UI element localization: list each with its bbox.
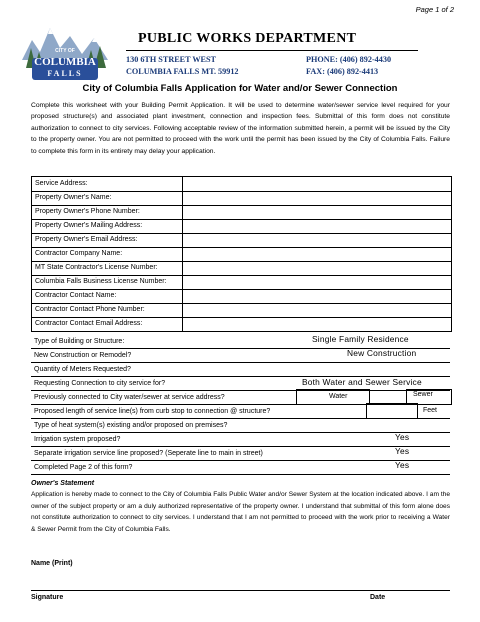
contact-row-contractor-email[interactable] — [32, 317, 451, 332]
contact-row-owner-phone[interactable] — [32, 205, 451, 220]
water-label: Water — [329, 393, 348, 400]
contact-row-state-license[interactable] — [32, 261, 451, 276]
answer-value: Single Family Residence — [312, 334, 409, 344]
sewer-label: Sewer — [413, 391, 433, 398]
header-rule — [126, 50, 418, 51]
phone-number: PHONE: (406) 892-4430 — [306, 55, 392, 64]
city-logo — [22, 24, 108, 82]
question-heat-system[interactable] — [31, 418, 450, 433]
date-label: Date — [370, 594, 386, 601]
question-construction-type[interactable] — [31, 348, 450, 363]
answer-value: Yes — [395, 460, 410, 470]
question-label: Separate irrigation service line proposed? (Seperate line to main in street) — [34, 450, 263, 457]
question-label: New Construction or Remodel? — [34, 352, 132, 359]
question-label: Type of heat system(s) existing and/or proposed on premises? — [34, 422, 228, 429]
question-label: Completed Page 2 of this form? — [34, 464, 133, 471]
name-print-line[interactable] — [31, 590, 450, 591]
form-title: City of Columbia Falls Application for Water and/or Sewer Connection — [82, 83, 398, 94]
contact-row-owner-name[interactable] — [32, 191, 451, 206]
question-label: Type of Building or Structure: — [34, 338, 125, 345]
question-separate-irrigation[interactable] — [31, 446, 450, 461]
page-number: Page 1 of 2 — [415, 5, 454, 14]
question-label: Quantity of Meters Requested? — [34, 366, 131, 373]
question-service-line-length[interactable] — [31, 404, 450, 419]
service-line-unit: Feet — [423, 407, 438, 414]
field-label: MT State Contractor's License Number: — [35, 264, 158, 271]
question-label: Requesting Connection to city service for? — [34, 380, 166, 387]
question-irrigation[interactable] — [31, 432, 450, 447]
owner-statement-heading: Owner's Statement — [31, 480, 95, 487]
contact-row-contractor-phone[interactable] — [32, 303, 451, 318]
street-address: 130 6TH STREET WEST — [126, 55, 217, 64]
field-label: Contractor Contact Email Address: — [35, 320, 143, 327]
contact-row-service-address[interactable] — [32, 177, 451, 192]
water-checkbox[interactable] — [296, 389, 370, 405]
answer-value: Both Water and Sewer Service — [302, 377, 422, 387]
fax-number: FAX: (406) 892-4413 — [306, 67, 379, 76]
field-label: Contractor Contact Name: — [35, 292, 117, 299]
owner-statement-text: Application is hereby made to connect to the City of Columbia Falls Public Water and/or Sewer System at the location indicated above. I am the owner of the subject property or am a duly authorized representative of the property owner. I understand that submittal of this form alone does not constitute authorization to connect to city services. I understand that I am not permitted to proceed with the work prior to receiving a Water & Sewer Permit from the City of Columbia Falls. — [31, 491, 450, 533]
question-label: Previously connected to City water/sewer at service address? — [34, 394, 225, 401]
signature-label: Signature — [31, 594, 64, 601]
intro-text: Complete this worksheet with your Building Permit Application. It will be used to determine water/sewer service level required for your proposed structure(s) and associated plant investment, connection and inspection fees. Submittal of this form does not constitute authorization to connect to city services. Following acceptable review of the information submitted herein, a permit will be issued by the City to the property owner. You are not permitted to proceed with the work until the permit has been issued by the City of Columbia Falls. Failure to complete this form in its entirety may delay your application. — [31, 102, 450, 155]
logo-city-text: CITY OF — [55, 48, 75, 54]
table-divider — [182, 177, 183, 331]
service-line-length-field[interactable] — [366, 403, 418, 419]
field-label: Columbia Falls Business License Number: — [35, 278, 167, 285]
field-label: Contractor Contact Phone Number: — [35, 306, 145, 313]
answer-value: Yes — [395, 432, 410, 442]
department-name: PUBLIC WORKS DEPARTMENT — [138, 31, 357, 46]
field-label: Property Owner's Name: — [35, 194, 112, 201]
question-label: Proposed length of service line(s) from curb stop to connection @ structure? — [34, 408, 271, 415]
city-state: COLUMBIA FALLS MT. 59912 — [126, 67, 239, 76]
field-label: Property Owner's Email Address: — [35, 236, 138, 243]
name-print-label: Name (Print) — [31, 560, 73, 567]
answer-value: Yes — [395, 446, 410, 456]
question-label: Irrigation system proposed? — [34, 436, 121, 443]
question-building-type[interactable] — [31, 334, 450, 349]
contact-row-owner-mailing[interactable] — [32, 219, 451, 234]
contact-row-contractor-name[interactable] — [32, 289, 451, 304]
field-label: Contractor Company Name: — [35, 250, 123, 257]
logo-sub-text: FALLS — [47, 69, 83, 78]
question-connection-service[interactable] — [31, 376, 450, 391]
question-meter-quantity[interactable] — [31, 362, 450, 377]
answer-value: New Construction — [347, 348, 417, 358]
field-label: Property Owner's Phone Number: — [35, 208, 140, 215]
field-label: Service Address: — [35, 180, 88, 187]
logo-name-text: COLUMBIA — [34, 56, 96, 68]
contact-row-contractor-company[interactable] — [32, 247, 451, 262]
field-label: Property Owner's Mailing Address: — [35, 222, 143, 229]
contact-table — [31, 176, 452, 332]
contact-row-owner-email[interactable] — [32, 233, 451, 248]
contact-row-business-license[interactable] — [32, 275, 451, 290]
question-page-two[interactable] — [31, 460, 450, 475]
